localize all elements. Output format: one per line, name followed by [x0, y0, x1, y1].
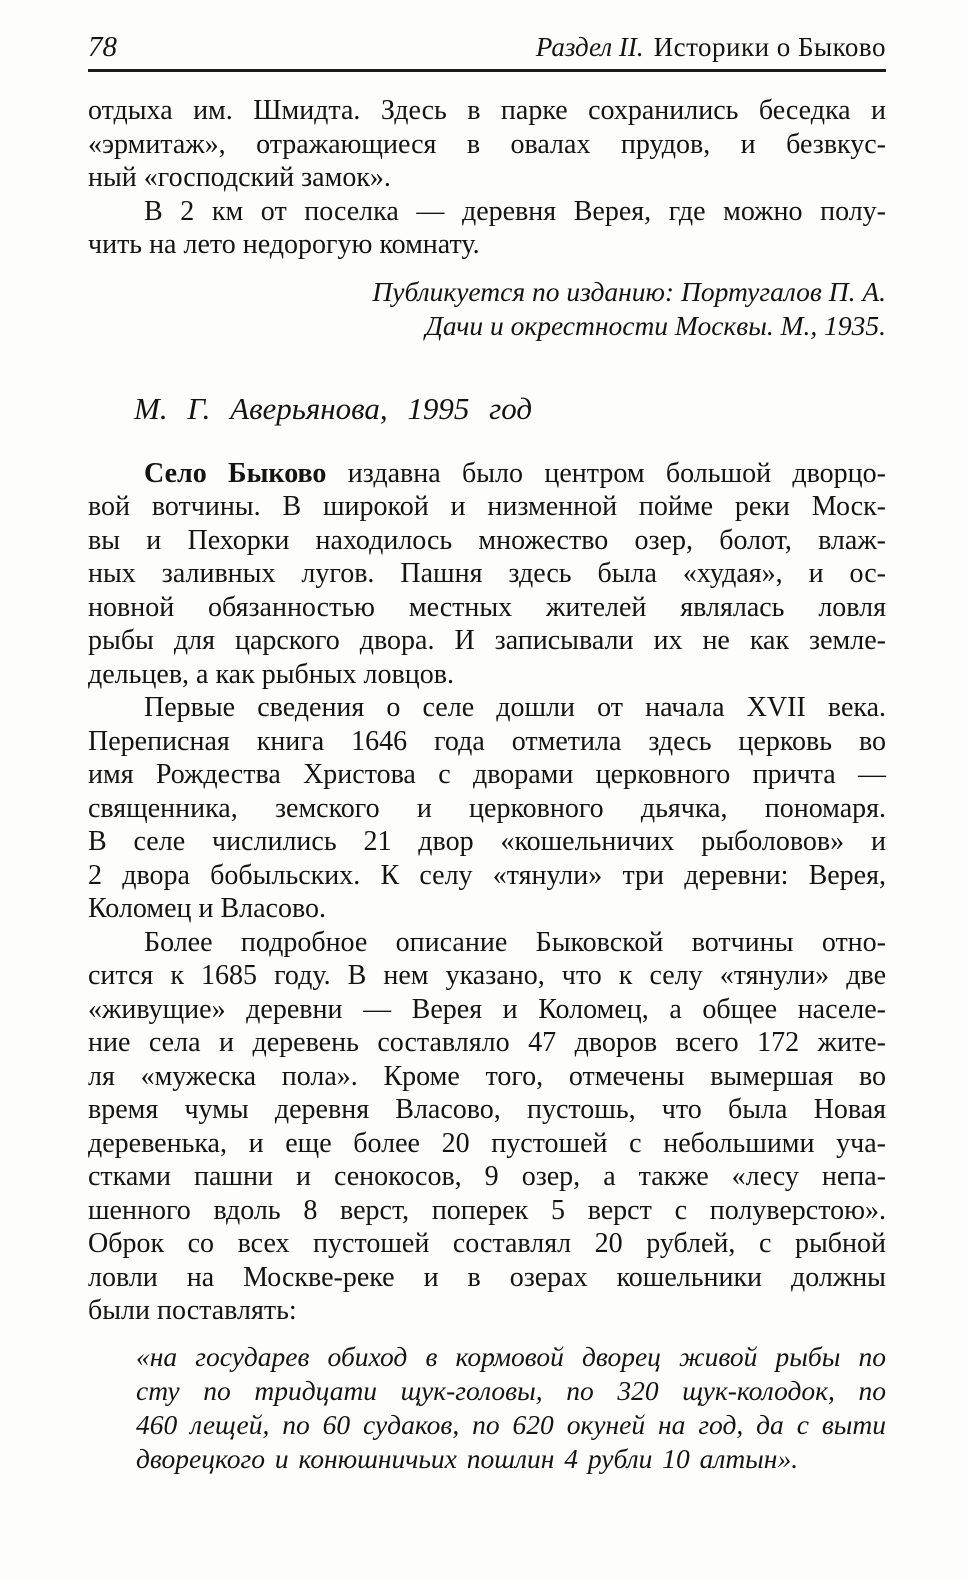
text-line: вы и Пехорки находилось множество озер, болот, влаж- [88, 524, 886, 556]
text-line: ных заливных лугов. Пашня здесь была «худая», и ос- [88, 558, 886, 589]
text-line: ный «господский замок». [88, 162, 391, 193]
text-line: рыбы для царского двора. И записывали их не как земле- [88, 625, 886, 656]
paragraph [88, 457, 886, 692]
portugalov-excerpt-text [88, 94, 886, 262]
text-line: Переписная книга 1646 года отметила здесь церковь во [88, 725, 886, 757]
text-line: Село Быково издавна было центром большой дворцо- [144, 457, 886, 489]
text-line: время чумы деревня Власово, пустошь, что была Новая [88, 1094, 886, 1125]
text-line: «живущие» деревни — Верея и Коломец, а общее населе- [88, 993, 886, 1025]
text-line: шенного вдоль 8 верст, поперек 5 верст с полуверстою». [88, 1194, 886, 1226]
text-line: В 2 км от поселка — деревня Верея, где можно полу- [144, 195, 886, 227]
text-line: Оброк со всех пустошей составлял 20 рублей, с рыбной [88, 1228, 886, 1259]
text-line: ловли на Москве-реке и в озерах кошельники должны [88, 1261, 886, 1293]
running-title [536, 30, 886, 64]
text-line: отдыха им. Шмидта. Здесь в парке сохранились беседка и [88, 95, 886, 126]
running-title-section: Раздел II. [535, 32, 644, 62]
text-line: 460 лещей, по 60 судаков, по 620 окуней на год, да с выти [136, 1408, 886, 1440]
text-line: «эрмитаж», отражающиеся в овалах прудов, и безвкус- [88, 128, 886, 160]
text-line: Коломец и Власово. [88, 893, 326, 924]
text-line: ля «мужеска пола». Кроме того, отмечены вымершая во [88, 1060, 886, 1092]
historic-quote-block [88, 1340, 886, 1476]
source-attribution [88, 275, 886, 343]
text-line: дельцев, а как рыбных ловцов. [88, 658, 454, 690]
page-number: 78 [88, 31, 117, 63]
text-line: священника, земского и церковного дьячка, пономаря. [88, 792, 886, 824]
paragraph [88, 94, 886, 195]
running-title-topic: Историки о Быково [653, 32, 886, 62]
text-line: были поставлять: [88, 1295, 297, 1326]
text-line: деревенька, и еще более 20 пустошей с небольшими уча- [88, 1127, 886, 1159]
text-line: Первые сведения о селе дошли от начала XVII века. [144, 692, 886, 723]
text-line: «на государев обиход в кормовой дворец живой рыбы по [136, 1340, 886, 1372]
text-line: дворецкого и конюшничьих пошлин 4 рубли 10 алтын». [136, 1442, 799, 1474]
averyanova-section-text [88, 457, 886, 1328]
text-line: ние села и деревень составляло 47 дворов всего 172 жите- [88, 1027, 886, 1058]
text-line: сту по тридцати щук-головы, по 320 щук-колодок, по [136, 1374, 886, 1406]
text-line: имя Рождества Христова с дворами церковного причта — [88, 759, 886, 790]
text-line: вой вотчины. В широкой и низменной пойме реки Моск- [88, 491, 886, 522]
text-line: сится к 1685 году. В нем указано, что к селу «тянули» две [88, 960, 886, 991]
paragraph [88, 195, 886, 262]
text-line: новной обязанностью местных жителей являлась ловля [88, 591, 886, 623]
text-line: 2 двора бобыльских. К селу «тянули» три деревни: Верея, [88, 859, 886, 891]
text-line: Дачи и окрестности Москвы. М., 1935. [425, 309, 886, 341]
bold-lead: Село Быково [144, 457, 327, 489]
text-line: чить на лето недорогую комнату. [88, 229, 480, 260]
text-line: Публикуется по изданию: Португалов П. А. [372, 275, 886, 307]
paragraph [88, 691, 886, 926]
text-line: стками пашни и сенокосов, 9 озер, а также «лесу непа- [88, 1161, 886, 1192]
text-line: Более подробное описание Быковской вотчины отно- [144, 926, 886, 958]
page-header [88, 30, 886, 72]
text-line: В селе числились 21 двор «кошельничих рыболовов» и [88, 826, 886, 857]
section-heading: М. Г. Аверьянова, 1995 год [134, 390, 533, 426]
paragraph [88, 926, 886, 1328]
